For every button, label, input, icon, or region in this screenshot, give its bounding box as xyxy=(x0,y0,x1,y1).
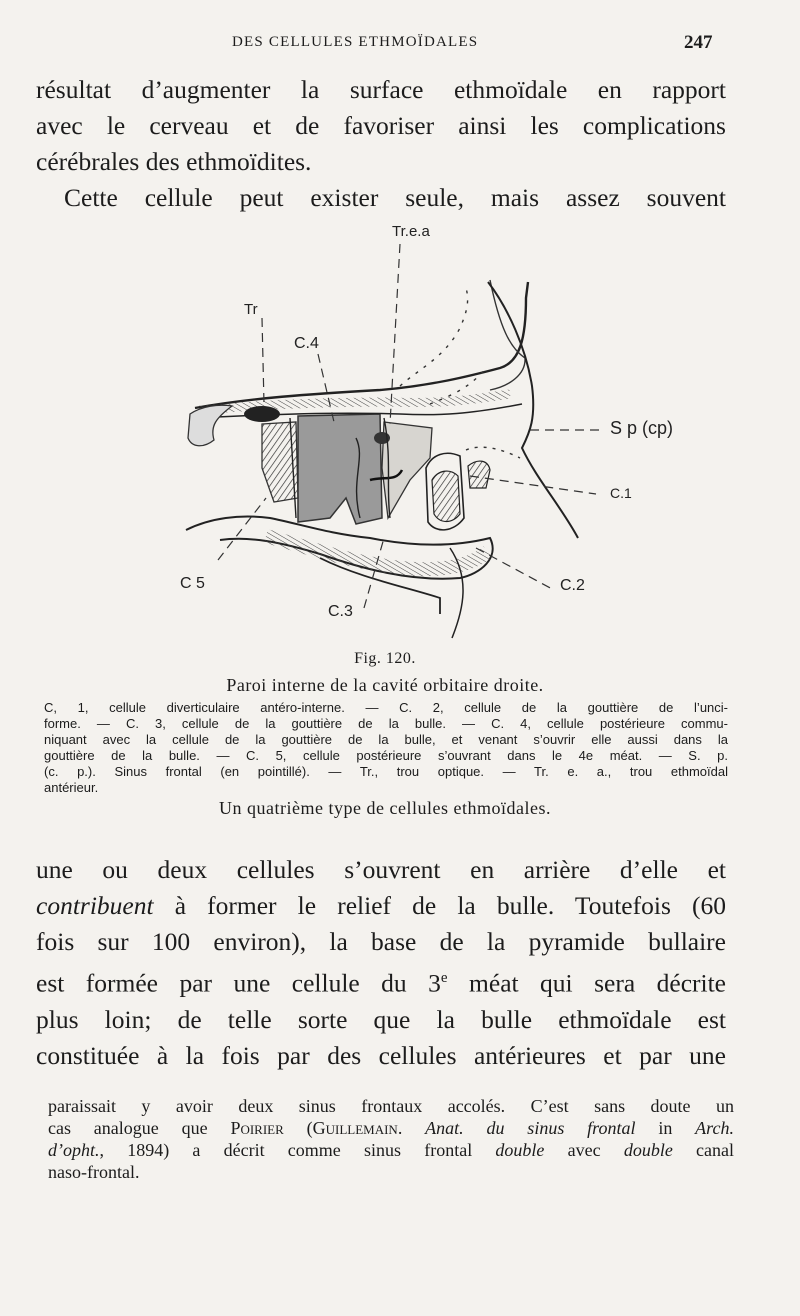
page-number: 247 xyxy=(684,32,713,53)
posterior-edge xyxy=(188,405,232,445)
text-fragment: méat qui sera décrite xyxy=(447,968,726,998)
emphasis: Anat. du sinus frontal xyxy=(425,1118,636,1138)
legend-line: niquant avec la cellule de la gouttière de la bulle, et venant s’ouvrir elle aussi dans la xyxy=(44,732,728,747)
text-fragment: à former le relief de la bulle. Toutefois (60 xyxy=(153,891,726,920)
running-title: DES CELLULES ETHMOÏDALES xyxy=(232,34,479,50)
text-line: cérébrales des ethmoïdites. xyxy=(36,147,312,176)
leader-tr xyxy=(262,318,264,404)
legend-line: forme. — C. 3, cellule de la gouttière de la bulle. — C. 4, cellule postérieure commu- xyxy=(44,716,728,731)
emphasis: d’opht. xyxy=(48,1140,100,1160)
emphasis: double xyxy=(623,1140,673,1160)
leader-c4 xyxy=(318,354,334,422)
label-tr-e-a: Tr.e.a xyxy=(392,223,430,240)
text-fragment: est formée par une cellule du 3 xyxy=(36,968,441,998)
label-tr: Tr xyxy=(244,301,258,318)
emphasis: double xyxy=(495,1140,545,1160)
emphasis: contribuent xyxy=(36,891,154,920)
leader-c3 xyxy=(364,538,384,608)
label-c4: C.4 xyxy=(294,335,319,352)
legend-line: (c. p.). Sinus frontal (en pointillé). — Tr., trou optique. — Tr. e. a., trou ethmoïdal xyxy=(44,764,728,779)
text-line: fois sur 100 environ), la base de la pyramide bullaire xyxy=(36,927,726,956)
footnote-line xyxy=(48,1117,734,1139)
label-c5: C 5 xyxy=(180,575,205,592)
text-line xyxy=(36,888,726,924)
text-line: constituée à la fois par des cellules antérieures et par une xyxy=(36,1040,726,1070)
label-sp: S p (cp) xyxy=(610,418,674,438)
footnote-line xyxy=(48,1139,734,1161)
text-line: Cette cellule peut exister seule, mais assez souvent xyxy=(64,183,726,212)
legend-line: gouttière de la bulle. — C. 5, cellule postérieure s’ouvrant dans le 4e méat. — S. p. xyxy=(44,748,728,763)
text-fragment: canal xyxy=(672,1140,735,1160)
author-name: Guillemain xyxy=(312,1118,398,1138)
text-line: une ou deux cellules s’ouvrent en arrière d’elle et xyxy=(36,855,726,884)
label-c3: C.3 xyxy=(328,603,353,620)
text-fragment: ( xyxy=(283,1118,313,1138)
leader-tr-e-a xyxy=(390,244,400,424)
top-paragraph xyxy=(36,72,726,216)
leader-c1 xyxy=(470,476,596,494)
anatomical-figure xyxy=(170,218,770,648)
author-name: Poirier xyxy=(230,1118,284,1138)
frontal-sinus-dotted xyxy=(400,288,468,386)
figure-legend xyxy=(44,700,728,796)
figure-subcaption: Un quatrième type de cellules ethmoïdales. xyxy=(219,798,551,818)
label-c1: C.1 xyxy=(610,485,632,501)
footnote-line: naso-frontal. xyxy=(48,1162,140,1182)
sinus-dotted-lower xyxy=(466,447,520,458)
running-head xyxy=(0,34,800,56)
figure-caption: Paroi interne de la cavité orbitaire droite. xyxy=(226,675,544,695)
cell-c1 xyxy=(432,471,460,521)
text-fragment: cas analogue que xyxy=(48,1118,231,1138)
label-c2: C.2 xyxy=(560,577,585,594)
text-line: résultat d’augmenter la surface ethmoïdale en rapport xyxy=(36,75,726,104)
upper-hatch xyxy=(200,394,510,410)
text-fragment: in xyxy=(635,1118,696,1138)
legend-line: C, 1, cellule diverticulaire antéro-interne. — C. 2, cellule de la gouttière de l’unci- xyxy=(44,700,728,715)
emphasis: Arch. xyxy=(695,1118,734,1138)
text-line: plus loin; de telle sorte que la bulle ethmoïdale est xyxy=(36,1004,726,1034)
text-line xyxy=(36,960,726,1002)
text-fragment: . xyxy=(397,1118,426,1138)
text-fragment: avec xyxy=(544,1140,624,1160)
leader-c5 xyxy=(218,498,266,560)
cell-c4-shaded xyxy=(298,414,382,524)
footnote xyxy=(48,1095,734,1183)
frontal-bone-outline xyxy=(490,280,525,390)
figure-number: Fig. 120. xyxy=(354,650,416,667)
text-fragment: , 1894) a décrit comme sinus frontal xyxy=(99,1140,496,1160)
cell-c2 xyxy=(468,461,490,488)
footnote-line: paraissait y avoir deux sinus frontaux accolés. C’est sans doute un xyxy=(48,1096,734,1116)
frontal-bone-front xyxy=(488,282,578,538)
superscript: e xyxy=(440,970,448,986)
bottom-paragraph xyxy=(36,852,726,1074)
text-line: avec le cerveau et de favoriser ainsi les complications xyxy=(36,111,726,140)
legend-line: antérieur. xyxy=(44,780,99,795)
optic-foramen xyxy=(244,406,280,422)
